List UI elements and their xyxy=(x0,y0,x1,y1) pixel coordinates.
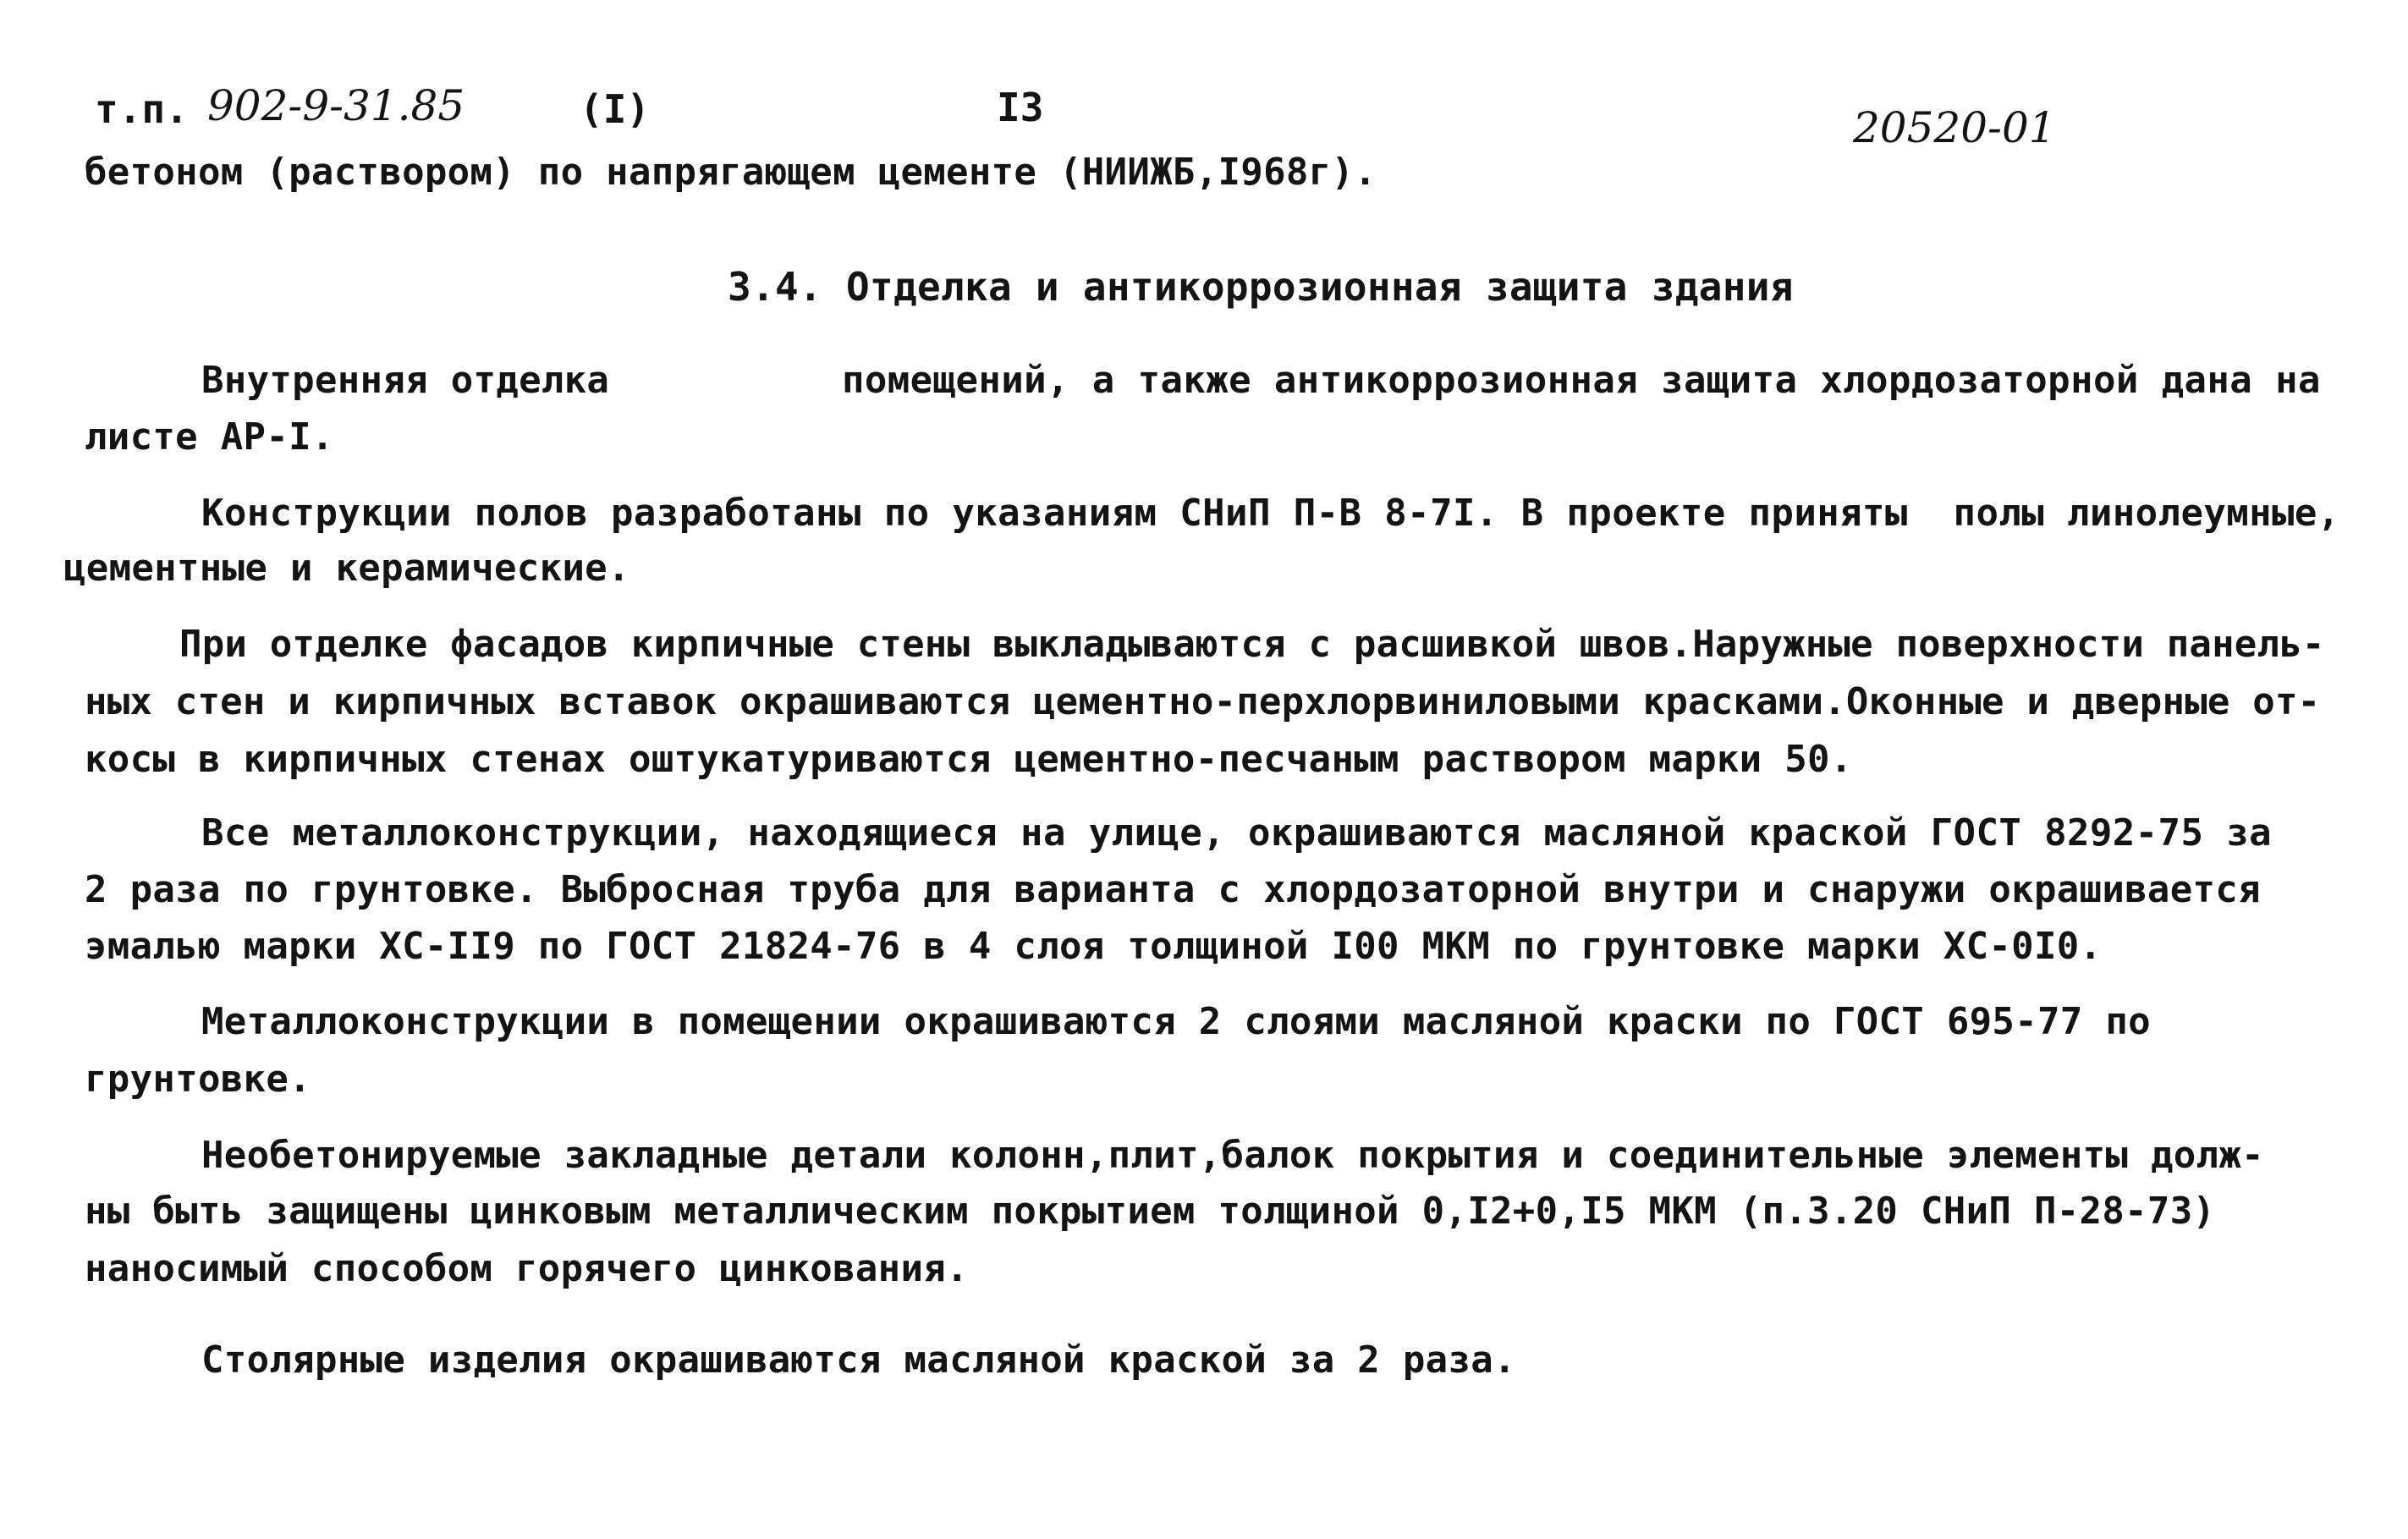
paragraph-line: Внутренняя отделка xyxy=(201,359,610,402)
paragraph-line: ных стен и кирпичных вставок окрашиваются цементно-перхлорвиниловыми красками.Оконные и дверные от- xyxy=(85,680,2321,723)
paragraph-line: Все металлоконструкции, находящиеся на улице, окрашиваются масляной краской ГОСТ 8292-75 за xyxy=(201,811,2273,855)
paragraph-line: Конструкции полов разработаны по указаниям СНиП П-В 8-7I. В проекте приняты полы линолеумные, xyxy=(201,492,2340,535)
paragraph-line: косы в кирпичных стенах оштукатуриваются цементно-песчаным раствором марки 50. xyxy=(85,738,1853,781)
volume-number: (I) xyxy=(580,86,651,132)
paragraph-line: цементные и керамические. xyxy=(63,547,630,590)
paragraph-line: листе АР-I. xyxy=(85,415,334,459)
section-heading: 3.4. Отделка и антикоррозионная защита здания xyxy=(728,264,1794,310)
intro-line: бетоном (раствором) по напрягающем цементе (НИИЖБ,I968г). xyxy=(85,151,1377,194)
page-header xyxy=(0,0,2408,152)
archive-code: 20520-01 xyxy=(1853,103,2056,152)
paragraph-line: 2 раза по грунтовке. Выбросная труба для варианта с хлордозаторной внутри и снаружи окрашивается xyxy=(85,868,2261,911)
paragraph-line: помещений, а также антикоррозионная защита хлордозаторной дана на xyxy=(842,359,2321,402)
paragraph-line: Металлоконструкции в помещении окрашиваются 2 слоями масляной краски по ГОСТ 695-77 по xyxy=(201,1000,2151,1043)
page-number: I3 xyxy=(997,85,1044,130)
paragraph-line: грунтовке. xyxy=(85,1058,311,1101)
tp-number: 902-9-31.85 xyxy=(207,81,465,130)
paragraph-line: ны быть защищены цинковым металлическим покрытием толщиной 0,I2+0,I5 МКМ (п.3.20 СНиП П-28-73) xyxy=(85,1190,2216,1233)
paragraph-line: Необетонируемые закладные детали колонн,плит,балок покрытия и соединительные элементы долж- xyxy=(201,1134,2264,1177)
paragraph-line: наносимый способом горячего цинкования. xyxy=(85,1247,969,1290)
tp-label: т.п. xyxy=(95,86,189,132)
paragraph-line: Столярные изделия окрашиваются масляной краской за 2 раза. xyxy=(201,1338,1516,1382)
paragraph-line: При отделке фасадов кирпичные стены выкладываются с расшивкой швов.Наружные поверхности панель- xyxy=(179,623,2325,666)
paragraph-line: эмалью марки ХС-II9 по ГОСТ 21824-76 в 4 слоя толщиной I00 МКМ по грунтовке марки ХС-0I0. xyxy=(85,925,2103,968)
